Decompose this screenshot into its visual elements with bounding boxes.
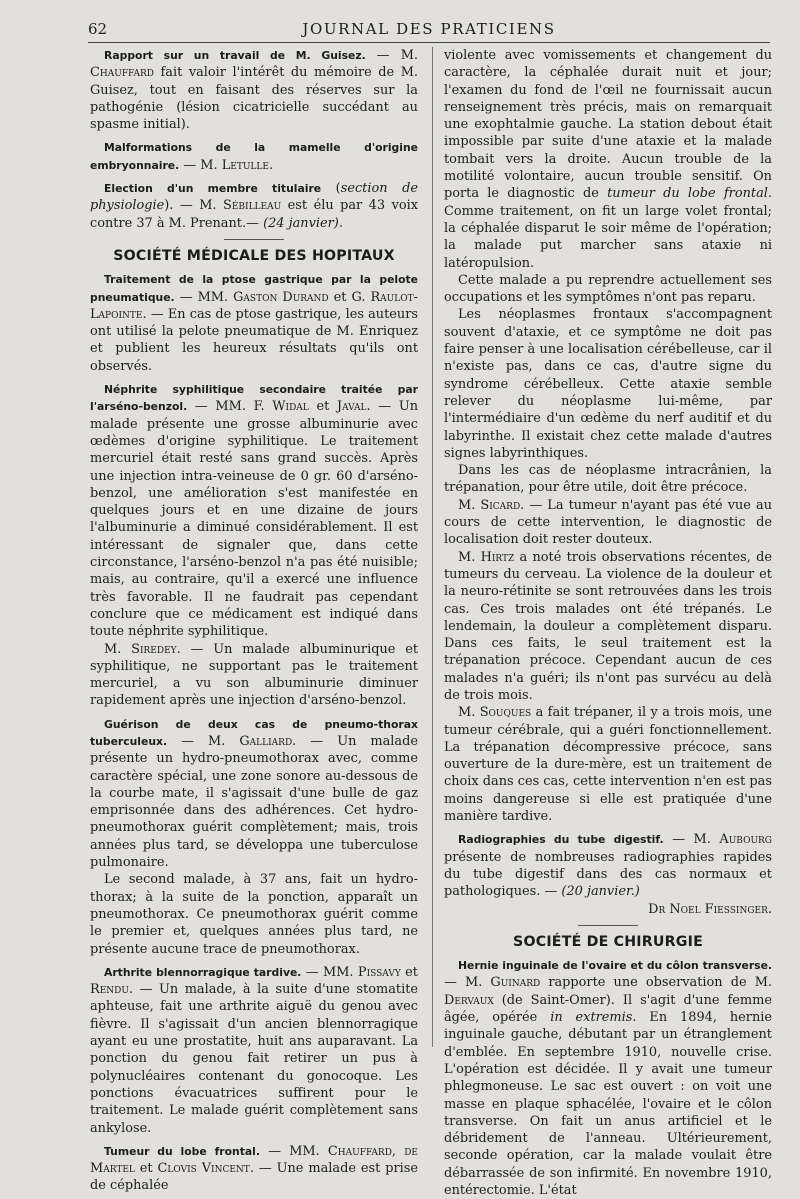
pneumo-thorax: Guérison de deux cas de pneumo-thorax tuberculeux. — M. Galliard. — Un malade présente un hydro-pneumothorax avec, comme caractère spécial, une zone sonore au-dessous de la courbe mate, il s'agissait d'une bulle de gaz emprisonnée dans des adhérences. Cet hydro-pneumothorax guérit complètement; mais, trois années plus tard, se développa une tuberculose pulmonaire.	[90, 717, 418, 871]
section-separator-2	[578, 925, 638, 926]
tumeur-lobe-frontal: Tumeur du lobe frontal. — MM. Chauffard, de Martel et Clovis Vincent. — Une malade est prise de céphalée	[90, 1143, 419, 1194]
arthrite-blennorragique: Arthrite blennorragique tardive. — MM. Pissavy et Rendu. — Un malade, à la suite d'une stomatite aphteuse, fait une arthrite aiguë du genou avec fièvre. Il s'agissait d'un ancien blennorragique ayant eu une prostatite, huit ans auparavant. La ponction du genou fait retirer un pus à polynucléaires contenant du gonocoque. Les ponctions évacuatrices suffirent pour le traitement. Le malade guérit complètement sans ankylose.	[90, 964, 418, 1136]
second-malade: Le second malade, à 37 ans, fait un hydro-thorax; à la suite de la ponction, apparaît un pneumothorax. Ce pneumothorax guérit comme le premier et, quelques années plus tard, ne présente aucune trace de pneumothorax.	[90, 872, 418, 957]
right-column	[444, 47, 772, 1199]
running-header	[88, 18, 770, 43]
section-heading-hopitaux: SOCIÉTÉ MÉDICALE DES HOPITAUX	[113, 247, 395, 264]
journal-title: JOURNAL DES PRATICIENS	[302, 20, 556, 38]
malformations-mamelle: Malformations de la mamelle d'origine embryonnaire. — M. Letulle.	[90, 141, 418, 173]
radiographies: Radiographies du tube digestif. — M. Aubourg présente de nombreuses radiographies rapides du tube digestif dans des cas normaux et pathologiques. — (20 janvier.)	[444, 832, 772, 900]
tumeur-continuation: violente avec vomissements et changement du caractère, la céphalée durait nuit et jour; l'examen du fond de l'œil ne fournissait aucun renseignement très précis, mais on remarquait une exophtalmie gauche. La station debout était impossible par suite d'une ataxie et la malade tombait vers la droite. Aucun trouble de la motilité volontaire, aucun trouble sensitif. On porta le diagnostic de tumeur du lobe frontal. Comme traitement, on fit un large volet frontal; la céphalée disparut le soir même de l'opération; la malade put marcher sans ataxie ni latéropulsion.	[444, 48, 772, 271]
ptose-gastrique: Traitement de la ptose gastrique par la pelote pneumatique. — MM. Gaston Durand et G. Raulot-Lapointe. — En cas de ptose gastrique, les auteurs ont utilisé la pelote pneumatique de M. Enriquez et publient les heureux résultats qu'ils ont observés.	[90, 273, 418, 374]
hernie-inguinale: Hernie inguinale de l'ovaire et du côlon transverse. — M. Guinard rapporte une observation de M. Dervaux (de Saint-Omer). Il s'agit d'une femme âgée, opérée in extremis. En 1894, hernie inguinale gauche, débutant par un étranglement d'emblée. En septembre 1910, nouvelle crise. L'opération est décidée. Il y avait une tumeur phlegmoneuse. Le sac est ouvert : on voit une masse en plaque sphacélée, l'ovaire et le côlon transverse. On fait un anus artificiel et le débridement de l'anneau. Ultérieurement, seconde opération, car la malade voulait être débarrassée de son infirmité. En novembre 1910, entérectomie. L'état	[444, 959, 773, 1198]
column-divider	[432, 47, 433, 1047]
souques-note: M. Souques a fait trépaner, il y a trois mois, une tumeur cérébrale, qui a guéri fonctionnellement. La trépanation décompressive précoce, sans ouverture de la dure-mère, est un traitement de choix dans ces cas, cette intervention n'en est pas moins dangereuse si elle est pratiquée d'une manière tardive.	[444, 705, 772, 825]
page-number: 62	[88, 20, 108, 38]
trepanation-precoce: Dans les cas de néoplasme intracrânien, la trépanation, pour être utile, doit être précoce.	[444, 463, 772, 496]
section-heading-chirurgie: SOCIÉTÉ DE CHIRURGIE	[513, 933, 703, 950]
report-guisez: Rapport sur un travail de M. Guisez. — M. Chauffard fait valoir l'intérêt du mémoire de M. Guisez, tout en faisant des réserves sur la pathogénie (lésion cicatricielle succédant au spasme initial).	[90, 48, 418, 133]
nephrite-syphilitique: Néphrite syphilitique secondaire traitée par l'arséno-benzol. — MM. F. Widal et Javal. — Un malade présente une grosse albuminurie avec œdèmes d'origine syphilitique. Le traitement mercuriel était resté sans grand succès. Après une injection intra-veineuse de 0 gr. 60 d'arséno-benzol, une amélioration s'est manifestée en quelques jours et en une dizaine de jours l'albuminurie a diminué considérablement. Il est intéressant de signaler que, dans cette circonstance, l'arséno-benzol n'a pas été nuisible; mais, au contraire, qu'il a exercé une influence très favorable. Il ne faudrait pas cependant conclure que ce médicament est indiqué dans toute néphrite syphilitique.	[90, 383, 418, 640]
left-column	[90, 47, 418, 1195]
signature: Dr Noel Fiessinger.	[648, 901, 772, 917]
election-membre: Election d'un membre titulaire (section de physiologie). — M. Sébilleau est élu par 43 voix contre 37 à M. Prenant.— (24 janvier).	[90, 181, 419, 231]
reprise-occupations: Cette malade a pu reprendre actuellement ses occupations et les symptômes n'ont pas reparu.	[444, 272, 772, 306]
hirtz-note: M. Hirtz a noté trois observations récentes, de tumeurs du cerveau. La violence de la douleur et la neuro-rétinite se sont retrouvées dans les trois cas. Ces trois malades ont été trépanés. Le lendemain, la douleur a complètement disparu. Dans ces faits, le seul traitement est la trépanation précoce. Cependant aucun de ces malades n'a guéri; ils n'ont pas survécu au delà de trois mois.	[444, 549, 772, 703]
neoplasmes-frontaux: Les néoplasmes frontaux s'accompagnent souvent d'ataxie, et ce symptôme ne doit pas faire penser à une localisation cérébelleuse, car il n'existe pas, dans ce cas, d'autre signe du syndrome cérébelleux. Cette ataxie semble relever du néoplasme lui-même, par l'intermédiaire d'un œdème du nerf auditif et du labyrinthe. Il existait chez cette malade d'autres signes labyrinthiques.	[444, 307, 772, 461]
siredey-note: M. Siredey. — Un malade albuminurique et syphilitique, ne supportant pas le traitement mercuriel, a vu son albuminurie diminuer rapidement après une injection d'arséno-benzol.	[90, 641, 419, 709]
sicard-note: M. Sicard. — La tumeur n'ayant pas été vue au cours de cette intervention, le diagnostic de localisation doit rester douteux.	[444, 497, 773, 548]
section-separator	[224, 239, 284, 240]
